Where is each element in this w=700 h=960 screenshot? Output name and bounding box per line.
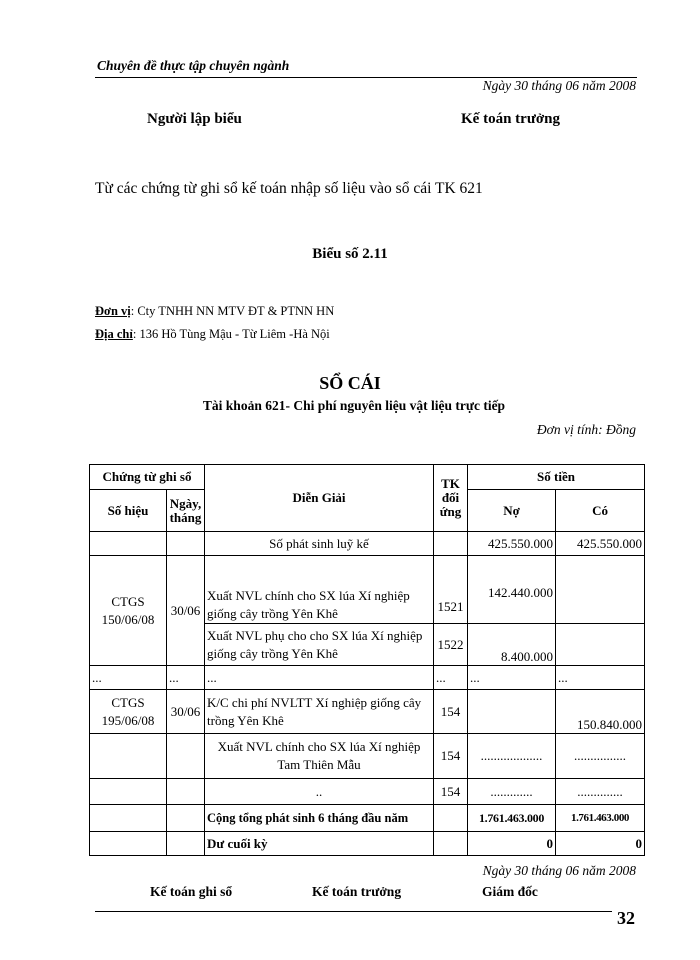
header-description: Diễn Giải [205, 465, 434, 532]
header-account: TK đối ứng [434, 465, 468, 532]
entry-account: 154 [434, 734, 468, 779]
entry-description: Xuất NVL chính cho SX lúa Xí nghiệp giống cây trồng Yên Khê [205, 556, 434, 624]
header-voucher: Chứng từ ghi sổ [90, 465, 205, 490]
intro-paragraph: Từ các chứng từ ghi sổ kế toán nhập số liệu vào sổ cái TK 621 [95, 180, 483, 197]
ellipsis-cell: ... [468, 666, 556, 690]
signer-bookkeeper: Kế toán ghi sổ [150, 884, 233, 899]
form-number: Biểu số 2.11 [312, 246, 388, 262]
opening-credit: 425.550.000 [556, 532, 645, 556]
opening-row [90, 532, 645, 556]
opening-debit: 425.550.000 [468, 532, 556, 556]
header-voucher-date: Ngày, tháng [167, 490, 205, 532]
ellipsis-row [90, 666, 645, 690]
entry-debit: 8.400.000 [468, 624, 556, 666]
total-credit: 1.761.463.000 [556, 805, 645, 832]
ellipsis-cell: ... [205, 666, 434, 690]
ending-balance-row [90, 832, 645, 856]
document-header-title: Chuyên đề thực tập chuyên ngành [97, 58, 290, 73]
entry-credit: 150.840.000 [556, 690, 645, 734]
voucher-date: 30/06 [167, 556, 205, 666]
bottom-date: Ngày 30 tháng 06 năm 2008 [482, 863, 636, 878]
ending-debit: 0 [468, 832, 556, 856]
header-debit: Nợ [468, 490, 556, 532]
top-date: Ngày 30 tháng 06 năm 2008 [482, 78, 636, 93]
page-number: 32 [617, 908, 635, 928]
header-amount: Số tiền [468, 465, 645, 490]
entry-description: .. [205, 779, 434, 805]
ending-label: Dư cuối kỳ [205, 832, 434, 856]
entry-account: 154 [434, 690, 468, 734]
unit-line [95, 304, 334, 319]
signer-chief-accountant-bottom: Kế toán trưởng [312, 884, 402, 899]
entry-account: 1521 [434, 556, 468, 624]
entry-debit: ............. [468, 779, 556, 805]
voucher-no: CTGS 195/06/08 [90, 690, 167, 734]
ledger-title: SỔ CÁI [319, 373, 381, 393]
voucher-date: 30/06 [167, 690, 205, 734]
entry-description: Xuất NVL chính cho SX lúa Xí nghiệp Tam Thiên Mẫu [205, 734, 434, 779]
address-value: : 136 Hồ Tùng Mậu - Từ Liêm -Hà Nội [132, 327, 330, 341]
ending-credit: 0 [556, 832, 645, 856]
total-label: Cộng tổng phát sinh 6 tháng đầu năm [205, 805, 434, 832]
ellipsis-cell: ... [167, 666, 205, 690]
header-row [90, 465, 645, 490]
ellipsis-cell: ... [556, 666, 645, 690]
total-row [90, 805, 645, 832]
entry-credit: .............. [556, 779, 645, 805]
ellipsis-cell: ... [90, 666, 167, 690]
entry-description: K/C chi phí NVLTT Xí nghiệp giống cây trồng Yên Khê [205, 690, 434, 734]
address-line [95, 327, 330, 342]
entry-debit: 142.440.000 [468, 556, 556, 624]
voucher-no: CTGS 150/06/08 [90, 556, 167, 666]
header-voucher-no: Số hiệu [90, 490, 167, 532]
signer-chief-accountant: Kế toán trưởng [461, 111, 560, 127]
table-row [90, 734, 645, 779]
entry-debit: ................... [468, 734, 556, 779]
table-row [90, 690, 645, 734]
address-label: Địa chỉ [95, 327, 133, 341]
signer-preparer: Người lập biểu [147, 111, 242, 127]
entry-account: 1522 [434, 624, 468, 666]
total-debit: 1.761.463.000 [468, 805, 556, 832]
ellipsis-cell: ... [434, 666, 468, 690]
signer-director: Giám đốc [482, 884, 538, 899]
currency-unit: Đơn vị tính: Đồng [536, 422, 636, 437]
table-row [90, 779, 645, 805]
entry-description: Xuất NVL phụ cho cho SX lúa Xí nghiệp giống cây trồng Yên Khê [205, 624, 434, 666]
footer-divider [95, 911, 612, 912]
unit-value: : Cty TNHH NN MTV ĐT & PTNN HN [130, 304, 335, 318]
entry-credit: ................ [556, 734, 645, 779]
header-credit: Có [556, 490, 645, 532]
ledger-subtitle: Tài khoản 621- Chi phí nguyên liệu vật liệu trực tiếp [202, 398, 506, 413]
opening-description: Số phát sinh luỹ kế [205, 532, 434, 556]
ledger-table [89, 464, 645, 856]
entry-account: 154 [434, 779, 468, 805]
table-row [90, 556, 645, 624]
unit-label: Đơn vị [95, 304, 131, 318]
